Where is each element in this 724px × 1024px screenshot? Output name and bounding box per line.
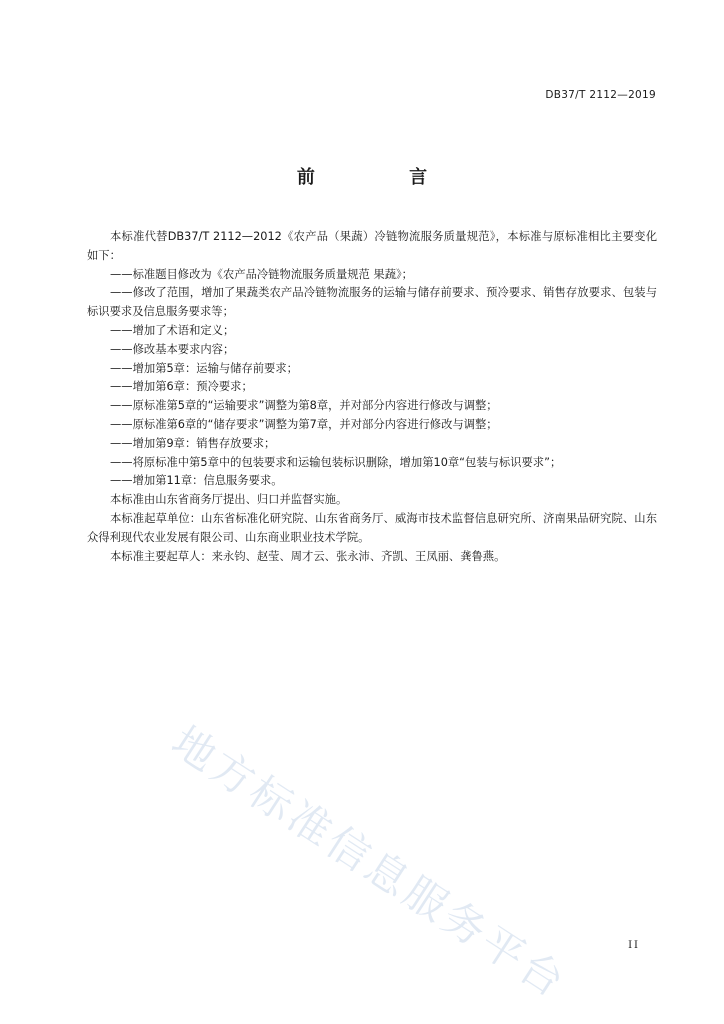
paragraph-change-ch11: ——增加第11章：信息服务要求。 bbox=[110, 474, 283, 488]
paragraph-change-terms: ——增加了术语和定义； bbox=[110, 323, 235, 337]
paragraph-change-ch6: ——增加第6章：预冷要求； bbox=[110, 380, 253, 394]
document-code: DB37/T 2112—2019 bbox=[545, 89, 656, 101]
paragraph-drafters: 本标准主要起草人：来永钧、赵莹、周才云、张永沛、齐凯、王凤丽、龚鲁燕。 bbox=[110, 549, 506, 563]
page-number: II bbox=[628, 940, 640, 951]
paragraph-change-storage: ——原标准第6章的“储存要求”调整为第7章，并对部分内容进行修改与调整； bbox=[110, 417, 498, 431]
paragraph-change-scope: ——修改了范围，增加了果蔬类农产品冷链物流服务的运输与储存前要求、预冷要求、销售存放要求、包装与标识要求及信息服务要求等； bbox=[87, 286, 657, 319]
page-title: 前 言 bbox=[296, 167, 472, 188]
paragraph-proposer: 本标准由山东省商务厅提出、归口并监督实施。 bbox=[110, 493, 348, 507]
paragraph-change-ch9: ——增加第9章：销售存放要求； bbox=[110, 436, 276, 450]
paragraph-change-ch5: ——增加第5章：运输与储存前要求； bbox=[110, 361, 298, 375]
paragraph-change-ch10: ——将原标准中第5章中的包装要求和运输包装标识删除，增加第10章“包装与标识要求”； bbox=[110, 455, 562, 469]
watermark: 地方标准信息服务平台 bbox=[163, 716, 576, 1009]
paragraph-change-title: ——标准题目修改为《农产品冷链物流服务质量规范 果蔬》； bbox=[110, 267, 413, 281]
paragraph-change-basic: ——修改基本要求内容； bbox=[110, 342, 235, 356]
paragraph-drafting-units: 本标准起草单位：山东省标准化研究院、山东省商务厅、威海市技术监督信息研究所、济南果品研究院、山东众得利现代农业发展有限公司、山东商业职业技术学院。 bbox=[87, 511, 657, 544]
paragraph-change-transport: ——原标准第5章的“运输要求”调整为第8章，并对部分内容进行修改与调整； bbox=[110, 399, 498, 413]
foreword-body bbox=[87, 228, 657, 566]
paragraph-replacement-note: 本标准代替DB37/T 2112—2012《农产品（果蔬）冷链物流服务质量规范》，本标准与原标准相比主要变化如下： bbox=[87, 230, 657, 262]
